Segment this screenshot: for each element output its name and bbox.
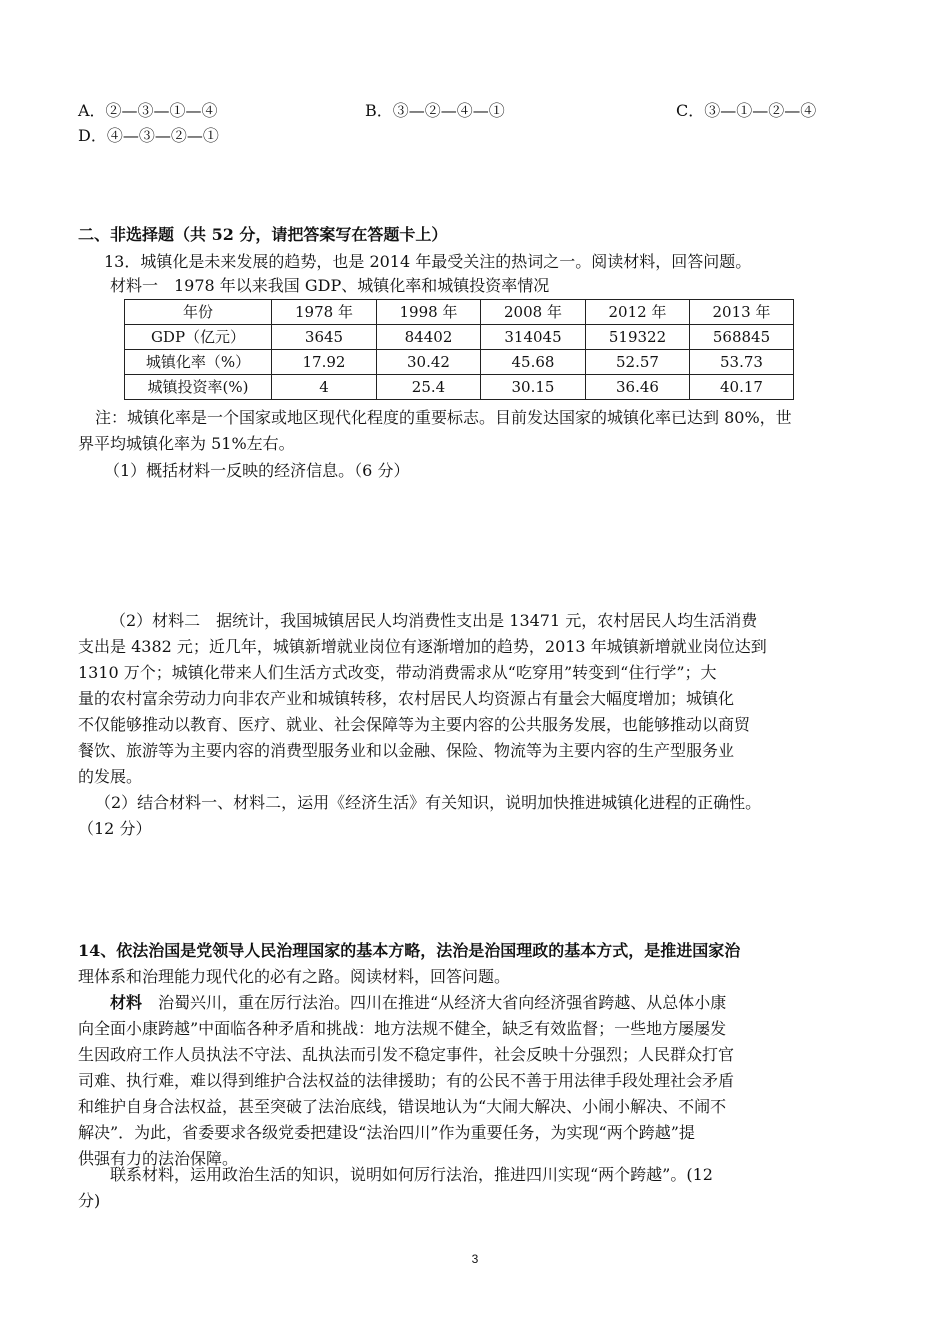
q14-material-line: 生因政府工作人员执法不守法、乱执法而引发不稳定事件，社会反映十分强烈；人民群众打官 bbox=[78, 1045, 735, 1064]
table-cell: 1978 年 bbox=[272, 300, 377, 325]
q14-question-line: 联系材料，运用政治生活的知识，说明如何厉行法治，推进四川实现“两个跨越”。(12 bbox=[110, 1165, 713, 1184]
table-cell: 2012 年 bbox=[586, 300, 690, 325]
data-table bbox=[124, 299, 794, 400]
material2-line: 支出是 4382 元；近几年，城镇新增就业岗位有逐渐增加的趋势，2013 年城镇新增就业岗位达到 bbox=[78, 637, 767, 656]
table-note-line: 界平均城镇化率为 51%左右。 bbox=[78, 434, 295, 453]
q14-material-label: 材料 bbox=[110, 993, 143, 1012]
q14-intro-line: 理体系和治理能力现代化的必有之路。阅读材料，回答问题。 bbox=[78, 967, 511, 986]
material1-title: 材料一 1978 年以来我国 GDP、城镇化率和城镇投资率情况 bbox=[110, 276, 550, 295]
q14-material-line: 向全面小康跨越”中面临各种矛盾和挑战：地方法规不健全，缺乏有效监督；一些地方屡屡发 bbox=[78, 1019, 727, 1038]
table-row bbox=[125, 325, 794, 350]
table-cell: 53.73 bbox=[690, 350, 794, 375]
section-heading: 二、非选择题（共 52 分，请把答案写在答题卡上） bbox=[78, 225, 448, 244]
table-cell: 城镇化率（%） bbox=[125, 350, 272, 375]
option-a: A．②—③—①—④ bbox=[78, 101, 218, 120]
q14-material-first-line bbox=[110, 993, 726, 1013]
table-cell: 4 bbox=[272, 375, 377, 400]
table-cell: 17.92 bbox=[272, 350, 377, 375]
page-number: 3 bbox=[471, 1252, 479, 1266]
table-cell: 40.17 bbox=[690, 375, 794, 400]
table-cell: 84402 bbox=[377, 325, 481, 350]
table-note-line: 注：城镇化率是一个国家或地区现代化程度的重要标志。目前发达国家的城镇化率已达到 80%，世 bbox=[95, 408, 792, 427]
q13-subquestion-2-score: （12 分） bbox=[78, 819, 152, 838]
table-cell: 45.68 bbox=[481, 350, 586, 375]
table-cell: 30.15 bbox=[481, 375, 586, 400]
table-cell: 年份 bbox=[125, 300, 272, 325]
option-b: B．③—②—④—① bbox=[365, 101, 505, 120]
table-cell: 2008 年 bbox=[481, 300, 586, 325]
q13-subquestion-1: （1）概括材料一反映的经济信息。（6 分） bbox=[104, 461, 410, 480]
table-cell: GDP（亿元） bbox=[125, 325, 272, 350]
table-cell: 2013 年 bbox=[690, 300, 794, 325]
table-cell: 568845 bbox=[690, 325, 794, 350]
q14-intro-line bbox=[78, 941, 740, 961]
q14-intro-text: 14、依法治国是党领导人民治理国家的基本方略，法治是治国理政的基本方式，是推进国家治 bbox=[78, 941, 741, 960]
q14-material-line: 解决”．为此，省委要求各级党委把建设“法治四川”作为重要任务，为实现“两个跨越”提 bbox=[78, 1123, 695, 1142]
option-d: D．④—③—②—① bbox=[78, 126, 219, 145]
table-cell: 1998 年 bbox=[377, 300, 481, 325]
q14-question-line: 分) bbox=[78, 1191, 101, 1210]
material2-line: 1310 万个；城镇化带来人们生活方式改变，带动消费需求从“吃穿用”转变到“住行学”；大 bbox=[78, 663, 717, 682]
option-c: C．③—①—②—④ bbox=[676, 101, 817, 120]
table-cell: 36.46 bbox=[586, 375, 690, 400]
table-row bbox=[125, 375, 794, 400]
table-header-row bbox=[125, 300, 794, 325]
q14-material-line: 供强有力的法治保障。 bbox=[78, 1149, 239, 1168]
material2-line: （2）材料二 据统计，我国城镇居民人均消费性支出是 13471 元，农村居民人均生活消费 bbox=[110, 611, 758, 630]
table-cell: 30.42 bbox=[377, 350, 481, 375]
table-cell: 52.57 bbox=[586, 350, 690, 375]
material2-line: 不仅能够推动以教育、医疗、就业、社会保障等为主要内容的公共服务发展，也能够推动以商贸 bbox=[78, 715, 751, 734]
material2-line: 量的农村富余劳动力向非农产业和城镇转移，农村居民人均资源占有量会大幅度增加；城镇化 bbox=[78, 689, 735, 708]
table-cell: 25.4 bbox=[377, 375, 481, 400]
material2-line: 餐饮、旅游等为主要内容的消费型服务业和以金融、保险、物流等为主要内容的生产型服务业 bbox=[78, 741, 735, 760]
table-cell: 314045 bbox=[481, 325, 586, 350]
material2-line: 的发展。 bbox=[78, 767, 143, 786]
table-cell: 3645 bbox=[272, 325, 377, 350]
table-row bbox=[125, 350, 794, 375]
table-cell: 519322 bbox=[586, 325, 690, 350]
q14-material-line: 司难、执行难，难以得到维护合法权益的法律援助；有的公民不善于用法律手段处理社会矛盾 bbox=[78, 1071, 735, 1090]
table-cell: 城镇投资率(%) bbox=[125, 375, 272, 400]
q13-intro: 13．城镇化是未来发展的趋势，也是 2014 年最受关注的热词之一。阅读材料，回答问题。 bbox=[104, 252, 752, 271]
q13-subquestion-2: （2）结合材料一、材料二，运用《经济生活》有关知识，说明加快推进城镇化进程的正确性。 bbox=[95, 793, 762, 812]
q14-material-text: 治蜀兴川，重在厉行法治。四川在推进“从经济大省向经济强省跨越、从总体小康 bbox=[142, 993, 727, 1012]
q14-material-line: 和维护自身合法权益，甚至突破了法治底线，错误地认为“大闹大解决、小闹小解决、不闹不 bbox=[78, 1097, 727, 1116]
